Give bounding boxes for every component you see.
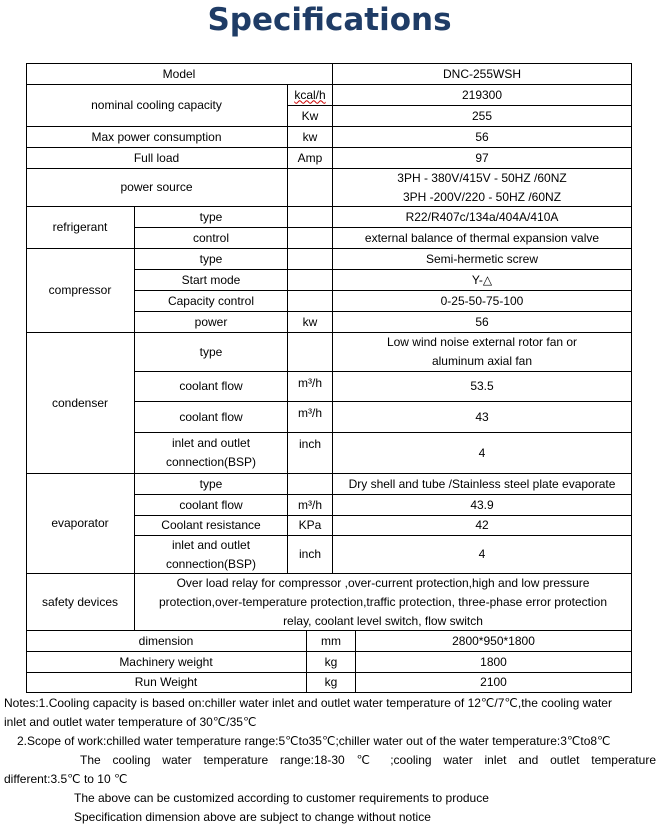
max-power-label: Max power consumption [91, 129, 222, 144]
condenser-inlet-label-line2: connection(BSP) [165, 455, 257, 469]
condenser-flow1-value: 53.5 [470, 379, 494, 393]
note-line-1: Notes:1.Cooling capacity is based on:chiller water inlet and outlet water temperature of 12℃/7℃,the cooling water [4, 696, 612, 710]
safety-devices-line2: protection,over-temperature protection,traffic protection, three-phase error protection [158, 594, 607, 609]
condenser-type-value-line1: Low wind noise external rotor fan or [386, 335, 578, 349]
note-line-7: Specification dimension above are subject to change without notice [74, 810, 431, 824]
compressor-power-unit: kw [302, 314, 318, 329]
evaporator-flow-value: 43.9 [470, 497, 494, 512]
compressor-start-value: Y-△ [471, 272, 493, 287]
cooling-value-kcal: 219300 [461, 87, 503, 102]
refrigerant-control-value: external balance of thermal expansion valve [364, 230, 600, 245]
safety-devices-label: safety devices [41, 594, 119, 609]
note-line-2: inlet and outlet water temperature of 30℃/35℃ [4, 715, 257, 729]
evaporator-resistance-unit: KPa [298, 518, 322, 532]
evaporator-inlet-value: 4 [478, 547, 486, 561]
evaporator-type-label: type [199, 476, 223, 491]
model-value: DNC-255WSH [442, 66, 521, 81]
cooling-unit-kw: Kw [301, 108, 319, 123]
evaporator-flow-label: coolant flow [179, 497, 243, 512]
refrigerant-type-value: R22/R407c/134a/404A/410A [405, 209, 559, 224]
condenser-flow1-label: coolant flow [179, 379, 243, 393]
compressor-power-label: power [194, 314, 228, 329]
full-load-label: Full load [133, 150, 180, 165]
compressor-power-value: 56 [475, 314, 489, 329]
safety-devices-line1: Over load relay for compressor ,over-current protection,high and low pressure [176, 575, 590, 590]
refrigerant-type-label: type [199, 209, 223, 224]
condenser-flow1-unit: m³/h [298, 376, 322, 390]
compressor-type-value: Semi-hermetic screw [425, 251, 539, 266]
power-source-line2: 3PH -200V/220 - 50HZ /60NZ [402, 189, 562, 204]
full-load-unit: Amp [297, 150, 323, 165]
evaporator-inlet-unit: inch [298, 547, 321, 561]
condenser-type-label: type [199, 344, 223, 359]
condenser-inlet-label-line1: inlet and outlet [171, 436, 251, 450]
note-line-6: The above can be customized according to customer requirements to produce [74, 791, 489, 805]
run-weight-value: 2100 [480, 675, 507, 689]
condenser-flow2-value: 43 [475, 409, 489, 424]
spec-table [26, 63, 632, 693]
compressor-capacity-value: 0-25-50-75-100 [440, 293, 524, 308]
evaporator-type-value: Dry shell and tube /Stainless steel plate evaporate [348, 476, 616, 491]
note-line-4: The cooling water temperature range:18-30 ℃ ;cooling water inlet and outlet temperature [80, 753, 656, 767]
run-weight-unit: kg [324, 675, 338, 689]
compressor-label: compressor [48, 283, 112, 297]
dimension-value: 2800*950*1800 [452, 633, 535, 648]
full-load-value: 97 [475, 150, 489, 165]
evaporator-inlet-label-line2: connection(BSP) [165, 556, 257, 571]
page-title: Specifications [207, 2, 452, 38]
evaporator-flow-unit: m³/h [298, 497, 322, 512]
condenser-label: condenser [51, 395, 109, 410]
refrigerant-control-label: control [192, 230, 230, 245]
model-label: Model [162, 66, 196, 81]
dimension-unit: mm [321, 633, 341, 648]
refrigerant-label: refrigerant [52, 220, 108, 234]
compressor-type-label: type [199, 251, 223, 266]
cooling-value-kw: 255 [471, 108, 493, 123]
power-source-line1: 3PH - 380V/415V - 50HZ /60NZ [397, 170, 567, 185]
note-line-3: 2.Scope of work:chilled water temperature range:5℃to35℃;chiller water out of the water temperature:3℃to8℃ [17, 734, 611, 748]
max-power-unit: kw [302, 129, 318, 144]
compressor-capacity-label: Capacity control [167, 293, 255, 308]
condenser-type-value-line2: aluminum axial fan [431, 354, 533, 368]
dimension-label: dimension [138, 633, 194, 648]
max-power-value: 56 [475, 129, 489, 144]
evaporator-resistance-value: 42 [475, 518, 489, 532]
machinery-weight-label: Machinery weight [119, 654, 213, 669]
evaporator-label: evaporator [51, 516, 109, 530]
safety-devices-line3: relay, coolant level switch, flow switch [283, 613, 483, 628]
machinery-weight-value: 1800 [480, 654, 507, 669]
cooling-unit-kcal: kcal/h [294, 87, 326, 102]
cooling-capacity-label: nominal cooling capacity [91, 98, 222, 112]
condenser-flow2-unit: m³/h [298, 406, 322, 420]
evaporator-resistance-label: Coolant resistance [161, 518, 261, 532]
note-line-5: different:3.5℃ to 10 ℃ [4, 772, 128, 786]
evaporator-inlet-label-line1: inlet and outlet [171, 537, 251, 552]
machinery-weight-unit: kg [324, 654, 338, 669]
run-weight-label: Run Weight [134, 675, 198, 689]
power-source-label: power source [120, 180, 193, 194]
condenser-inlet-value: 4 [478, 445, 486, 460]
condenser-inlet-unit: inch [298, 437, 321, 451]
condenser-flow2-label: coolant flow [179, 409, 243, 424]
compressor-start-label: Start mode [181, 272, 241, 287]
